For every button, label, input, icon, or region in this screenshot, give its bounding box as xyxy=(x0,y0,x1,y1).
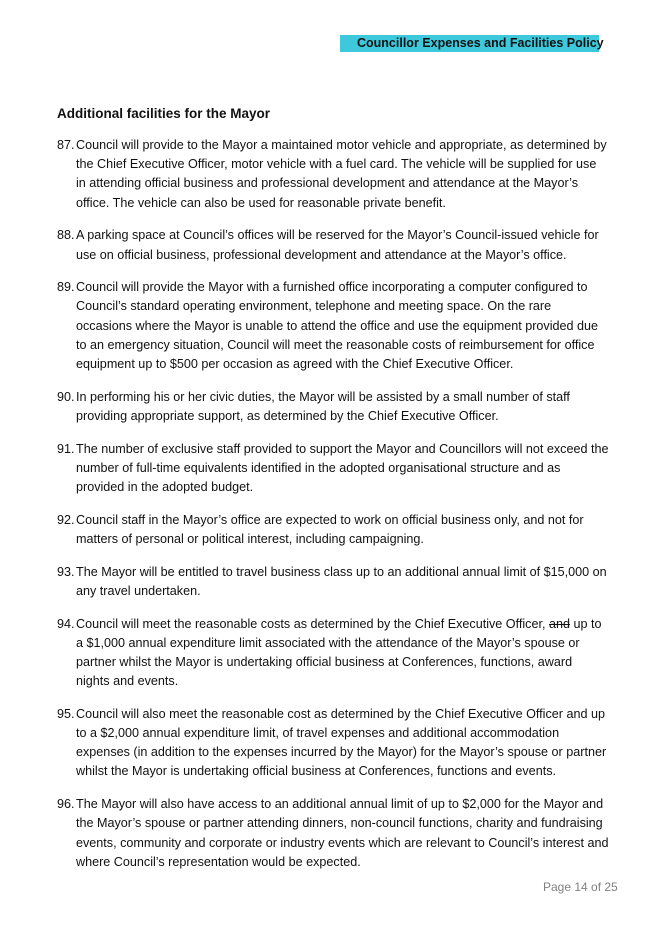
section-heading: Additional facilities for the Mayor xyxy=(57,106,271,121)
clause-number: 87. xyxy=(57,138,75,152)
clause-89 xyxy=(57,278,609,374)
clause-88 xyxy=(57,226,609,264)
clause-text-after: up to a $1,000 annual expenditure limit associated with the attendance of the Mayor’s spouse or partner whilst the Mayor is undertaking official business at Conferences, functions, award nights and events. xyxy=(76,616,602,689)
clause-text: Council will also meet the reasonable cost as determined by the Chief Executive Officer and up to a $2,000 annual expenditure limit, of travel expenses and additional accommodation expenses (in addition to the expenses incurred by the Mayor) for the Mayor’s spouse or partner whilst the Mayor is undertaking official business at Conferences, functions and events. xyxy=(76,706,607,779)
clause-91 xyxy=(57,440,609,498)
clause-92 xyxy=(57,511,609,549)
page-number: Page 14 of 25 xyxy=(543,880,618,894)
clause-number: 93. xyxy=(57,564,75,579)
clause-94 xyxy=(57,615,609,692)
clause-96 xyxy=(57,795,609,872)
clause-text: In performing his or her civic duties, the Mayor will be assisted by a small number of staff providing appropriate support, as determined by the Chief Executive Officer. xyxy=(76,389,570,423)
clause-text xyxy=(76,615,609,692)
clause-text: Council will provide the Mayor with a furnished office incorporating a computer configured to Council’s standard operating environment, telephone and meeting space. On the rare occasions where the Mayor is unable to attend the office and use the equipment provided due to an emergency situation, Council will meet the reasonable costs of reimbursement for office equipment up to $500 per occasion as agreed with the Chief Executive Officer. xyxy=(76,280,599,372)
clause-number: 88. xyxy=(57,228,75,243)
clause-text-before: Council will meet the reasonable costs as determined by the Chief Executive Officer, xyxy=(76,616,549,631)
clause-list xyxy=(57,136,609,886)
clause-number: 92. xyxy=(57,512,75,527)
clause-number: 94. xyxy=(57,616,75,631)
clause-text: A parking space at Council’s offices will be reserved for the Mayor’s Council-issued vehicle for use on official business, professional development and attendance at the Mayor’s office. xyxy=(76,228,599,262)
clause-text: The Mayor will also have access to an additional annual limit of up to $2,000 for the Mayor and the Mayor’s spouse or partner attending dinners, non-council functions, charity and fundraising events, community and corporate or industry events which are relevant to Council’s interest and where Council’s representation would be expected. xyxy=(76,797,609,869)
clause-90 xyxy=(57,388,609,426)
clause-text: The Mayor will be entitled to travel business class up to an additional annual limit of $15,000 on any travel undertaken. xyxy=(76,564,607,598)
clause-number: 96. xyxy=(57,797,75,812)
clause-95 xyxy=(57,705,609,782)
document-header-banner: Councillor Expenses and Facilities Policy xyxy=(340,35,599,52)
clause-93 xyxy=(57,563,609,601)
clause-number: 89. xyxy=(57,280,75,295)
clause-text: Council staff in the Mayor’s office are expected to work on official business only, and not for matters of personal or political interest, including campaigning. xyxy=(76,512,584,546)
clause-text: The number of exclusive staff provided to support the Mayor and Councillors will not exceed the number of full-time equivalents identified in the adopted organisational structure and as provided in the adopted budget. xyxy=(76,441,609,495)
clause-number: 90. xyxy=(57,389,75,404)
clause-87 xyxy=(57,136,609,213)
clause-number: 91. xyxy=(57,441,75,456)
clause-number: 95. xyxy=(57,706,75,721)
clause-text: Council will provide to the Mayor a maintained motor vehicle and appropriate, as determined by the Chief Executive Officer, motor vehicle with a fuel card. The vehicle will be supplied for use in attending official business and professional development and attendance at the Mayor’s office. The vehicle can also be used for reasonable private benefit. xyxy=(76,138,607,210)
struck-text: and xyxy=(548,616,570,631)
